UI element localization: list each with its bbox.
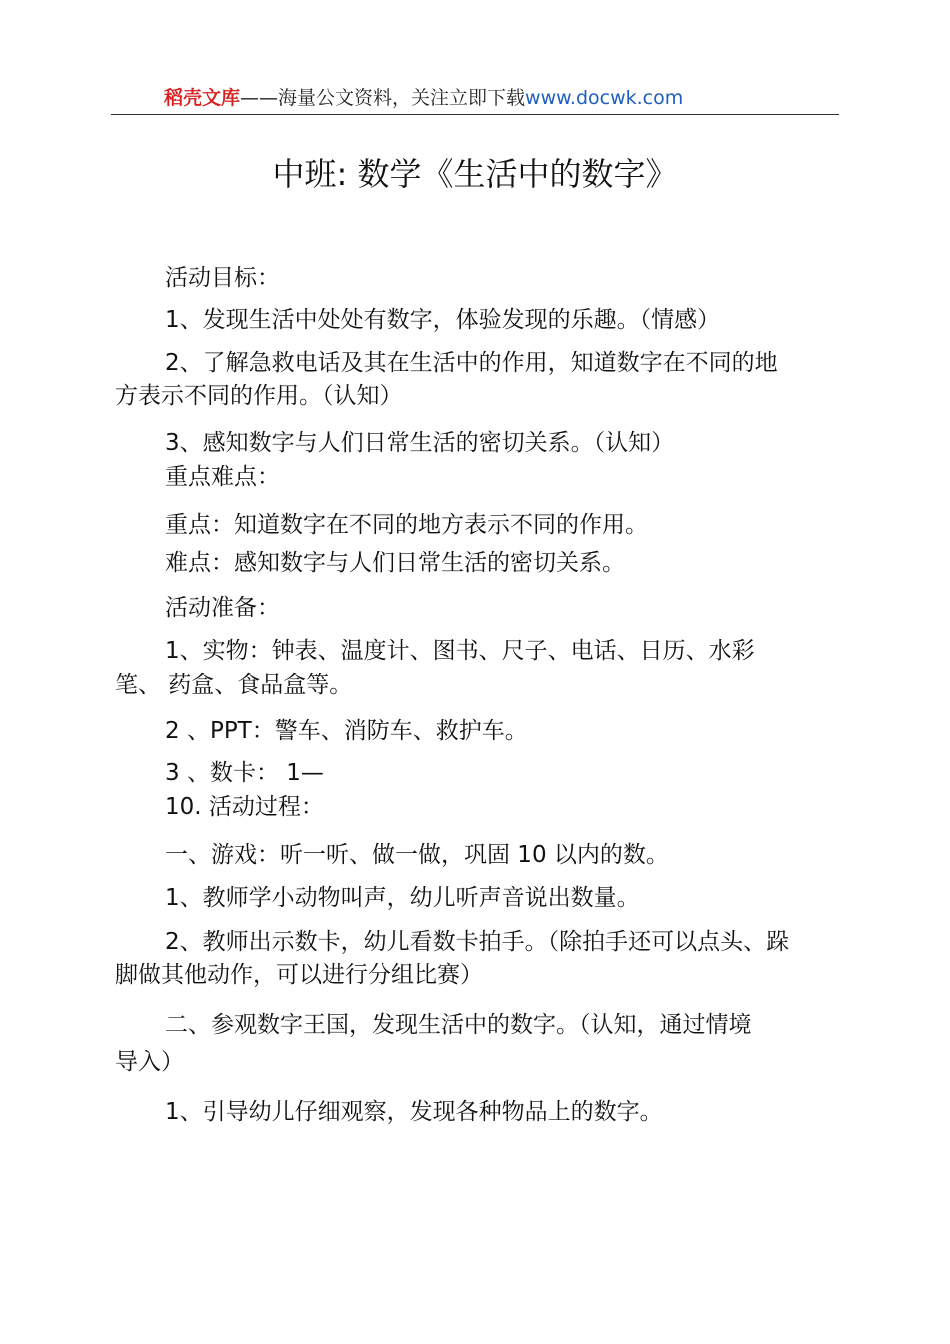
section-heading-key-points: 重点难点：	[165, 464, 280, 490]
page-header	[164, 84, 683, 112]
process-part-1-step-2: 2、教师出示数卡，幼儿看数卡拍手。（除拍手还可以点头、跺	[165, 929, 790, 955]
process-part-1-step-2-continued: 脚做其他动作，可以进行分组比赛）	[115, 962, 483, 988]
header-divider	[111, 114, 839, 115]
section-heading-goals: 活动目标：	[165, 265, 280, 291]
difficult-point: 难点：感知数字与人们日常生活的密切关系。	[165, 550, 625, 576]
brand-name: 稻壳文库	[164, 87, 241, 109]
key-point: 重点：知道数字在不同的地方表示不同的作用。	[165, 512, 648, 538]
site-url[interactable]: www.docwk.com	[525, 87, 684, 109]
preparation-item-1: 1、实物：钟表、温度计、图书、尺子、电话、日历、水彩	[165, 638, 755, 664]
goal-item-2-continued: 方表示不同的作用。（认知）	[115, 383, 403, 409]
process-part-1-step-1: 1、教师学小动物叫声，幼儿听声音说出数量。	[165, 885, 640, 911]
section-heading-preparation: 活动准备：	[165, 595, 280, 621]
process-part-1: 一、游戏：听一听、做一做，巩固 10 以内的数。	[165, 842, 669, 868]
preparation-item-3: 3 、数卡： 1—	[165, 760, 324, 786]
goal-item-1: 1、发现生活中处处有数字，体验发现的乐趣。（情感）	[165, 307, 721, 333]
process-part-2-step-1: 1、引导幼儿仔细观察，发现各种物品上的数字。	[165, 1099, 663, 1125]
preparation-item-2: 2 、PPT：警车、消防车、救护车。	[165, 718, 528, 744]
header-tagline: ——海量公文资料，关注立即下载	[240, 87, 526, 109]
document-title: 中班: 数学《生活中的数字》	[272, 155, 678, 193]
process-part-2: 二、参观数字王国，发现生活中的数字。（认知，通过情境	[165, 1012, 752, 1038]
goal-item-2: 2、了解急救电话及其在生活中的作用，知道数字在不同的地	[165, 350, 778, 376]
section-heading-process: 10. 活动过程：	[165, 794, 324, 820]
process-part-2-continued: 导入）	[115, 1049, 184, 1075]
preparation-item-1-continued: 笔、 药盒、食品盒等。	[115, 672, 353, 698]
goal-item-3: 3、感知数字与人们日常生活的密切关系。（认知）	[165, 430, 675, 456]
